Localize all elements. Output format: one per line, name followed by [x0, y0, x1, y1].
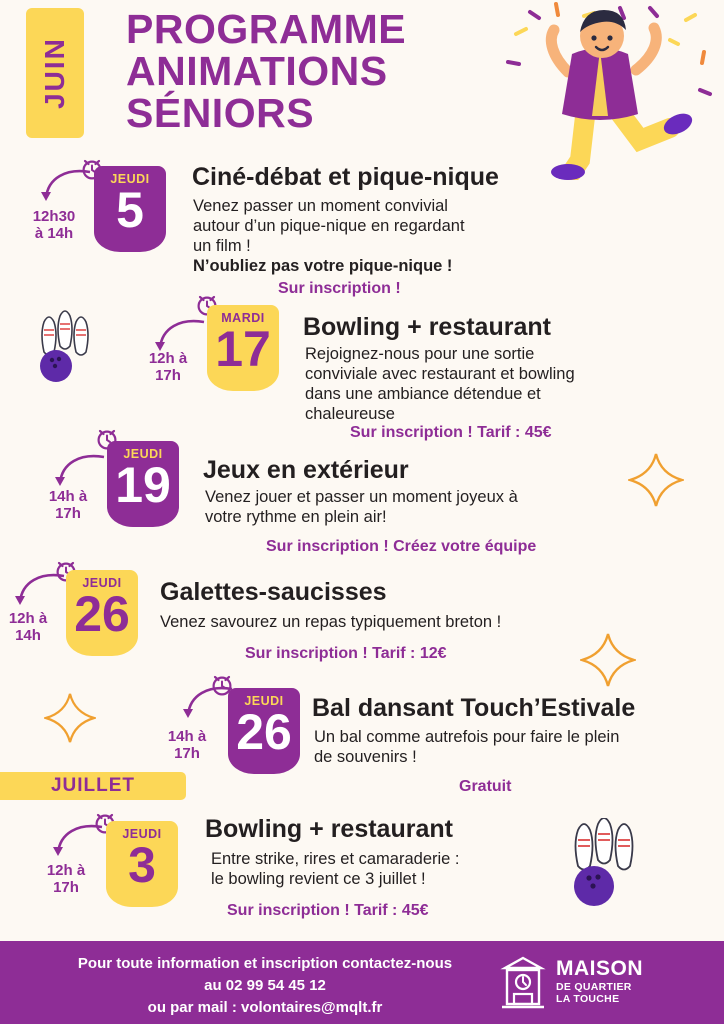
- sparkle-icon: [580, 632, 636, 688]
- event-description: Entre strike, rires et camaraderie : le bowling revient ce 3 juillet !: [211, 850, 460, 889]
- event-title: Ciné-débat et pique-nique: [192, 163, 499, 191]
- event-time: 12h à 17h: [46, 862, 86, 897]
- event-title: Bowling + restaurant: [303, 313, 551, 341]
- month-tab-juin: [26, 8, 84, 138]
- event-time: 12h30 à 14h: [32, 208, 76, 243]
- arrow-icon: [150, 318, 208, 354]
- date-badge: [228, 688, 300, 774]
- month-band-label: JUILLET: [50, 775, 136, 796]
- sparkle-icon: [628, 452, 684, 508]
- event-title: Bowling + restaurant: [205, 815, 453, 843]
- footer: [0, 941, 724, 1024]
- badge-day-number: 26: [236, 704, 292, 760]
- logo-line-3: LA TOUCHE: [556, 993, 620, 1005]
- badge-day-number: 17: [215, 321, 271, 377]
- event-note: Gratuit: [459, 778, 512, 795]
- badge-day-of-week: JEUDI: [110, 172, 150, 186]
- date-badge: [107, 441, 179, 527]
- date-badge: [207, 305, 279, 391]
- event-note: Sur inscription !: [278, 280, 401, 297]
- date-badge: [94, 166, 166, 252]
- badge-day-of-week: JEUDI: [123, 447, 163, 461]
- event-time: 12h à 17h: [148, 350, 188, 385]
- logo-line-2: DE QUARTIER: [556, 981, 632, 993]
- logo-line-1: MAISON: [556, 957, 643, 980]
- event-note: Sur inscription ! Créez votre équipe: [266, 538, 537, 555]
- event-title: Bal dansant Touch’Estivale: [312, 694, 636, 722]
- badge-day-of-week: JEUDI: [244, 694, 284, 708]
- page-title: [126, 8, 526, 135]
- arrow-icon: [50, 453, 108, 489]
- event-title: Galettes-saucisses: [160, 578, 387, 606]
- event-description: Venez savourez un repas typiquement breton !: [160, 613, 502, 631]
- badge-day-of-week: JEUDI: [122, 827, 162, 841]
- event-title: Jeux en extérieur: [203, 456, 409, 484]
- badge-day-number: 3: [128, 837, 156, 893]
- contact-line-1: Pour toute information et inscription contactez-nous: [77, 955, 453, 972]
- bowling-icon: [22, 308, 100, 386]
- organization-logo: [496, 955, 706, 1011]
- contact-info: [30, 953, 500, 1018]
- date-badge: [66, 570, 138, 656]
- event-note: Sur inscription ! Tarif : 45€: [350, 424, 552, 441]
- badge-day-number: 19: [115, 457, 171, 513]
- month-band-juillet: [0, 772, 186, 800]
- badge-day-of-week: JEUDI: [82, 576, 122, 590]
- logo-wordmark: [556, 957, 643, 1005]
- title-line-1: PROGRAMME: [126, 6, 407, 52]
- title-line-3: SÉNIORS: [126, 90, 315, 137]
- sparkle-icon: [44, 692, 96, 744]
- bowling-icon: [552, 818, 648, 910]
- date-badge: [106, 821, 178, 907]
- event-note: Sur inscription ! Tarif : 12€: [245, 645, 447, 662]
- badge-day-number: 5: [116, 182, 144, 238]
- badge-day-of-week: MARDI: [221, 311, 265, 325]
- contact-phone: au 02 99 54 45 12: [204, 976, 326, 994]
- dancing-senior-illustration: [500, 0, 724, 180]
- event-description: Rejoignez-nous pour une sortie conviviale avec restaurant et bowling dans une ambiance détendue et chaleureuse: [305, 345, 575, 424]
- event-time: 14h à 17h: [167, 728, 207, 763]
- badge-day-number: 26: [74, 586, 130, 642]
- event-description: Un bal comme autrefois pour faire le plein de souvenirs !: [314, 728, 620, 767]
- building-icon: [496, 955, 550, 1011]
- event-note: Sur inscription ! Tarif : 45€: [227, 902, 429, 919]
- event-time: 14h à 17h: [48, 488, 88, 523]
- month-tab-label: JUIN: [39, 37, 71, 109]
- title-line-2: ANIMATIONS: [126, 48, 388, 95]
- event-description: Venez passer un moment convivial autour d’un pique-nique en regardant un film ! N’oubliez pas votre pique-nique !: [193, 197, 465, 276]
- contact-email[interactable]: ou par mail : volontaires@mqlt.fr: [147, 998, 383, 1016]
- event-description: Venez jouer et passer un moment joyeux à votre rythme en plein air!: [205, 488, 518, 527]
- event-time: 12h à 14h: [8, 610, 48, 645]
